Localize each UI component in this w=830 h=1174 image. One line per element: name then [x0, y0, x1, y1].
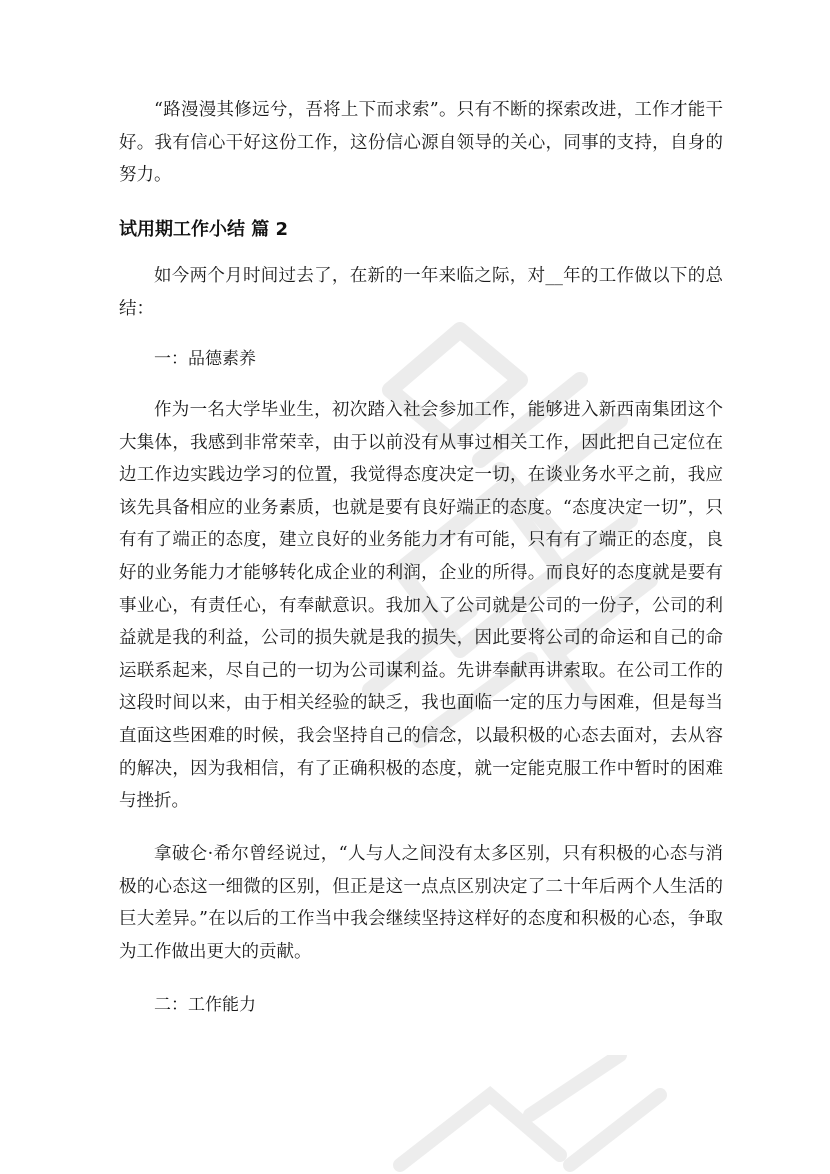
- section-heading: 试用期工作小结 篇 2: [119, 219, 289, 240]
- watermark-logo-lower: [360, 1055, 680, 1174]
- section-title-morality: 一：品德素养: [154, 349, 256, 369]
- summary-paragraph: 如今两个月时间过去了，在新的一年来临之际，对__年的工作做以下的总结：: [119, 266, 723, 319]
- body-paragraph-1: 作为一名大学毕业生，初次踏入社会参加工作，能够进入新西南集团这个大集体，我感到非常荣幸，由于以前没有从事过相关工作，因此把自己定位在边工作边实践边学习的位置，我觉得态度决定一切，在谈业务水平之前，我应该先具备相应的业务素质，也就是要有良好端正的态度。“态度决定一切”，只有有了端正的态度，建立良好的业务能力才有可能，只有有了端正的态度，良好的业务能力才能够转化成企业的利润，企业的所得。而良好的态度就是要有事业心，有责任心，有奉献意识。我加入了公司就是公司的一份子，公司的利益就是我的利益，公司的损失就是我的损失，因此要将公司的命运和自己的命运联系起来，尽自己的一切为公司谋利益。先讲奉献再讲索取。在公司工作的这段时间以来，由于相关经验的缺乏，我也面临一定的压力与困难，但是每当直面这些困难的时候，我会坚持自己的信念，以最积极的心态去面对，去从容的解决，因为我相信，有了正确积极的态度，就一定能克服工作中暂时的困难与挫折。: [119, 400, 723, 812]
- section-title-ability: 二：工作能力: [154, 995, 256, 1015]
- body-paragraph-2: 拿破仑·希尔曾经说过，“人与人之间没有太多区别，只有积极的心态与消极的心态这一细微的区别，但正是这一点点区别决定了二十年后两个人生活的巨大差异。”在以后的工作当中我会继续坚持这样好的态度和积极的心态，争取为工作做出更大的贡献。: [119, 844, 723, 962]
- intro-paragraph: “路漫漫其修远兮，吾将上下而求索”。只有不断的探索改进，工作才能干好。我有信心干好这份工作，这份信心源自领导的关心，同事的支持，自身的努力。: [119, 100, 723, 186]
